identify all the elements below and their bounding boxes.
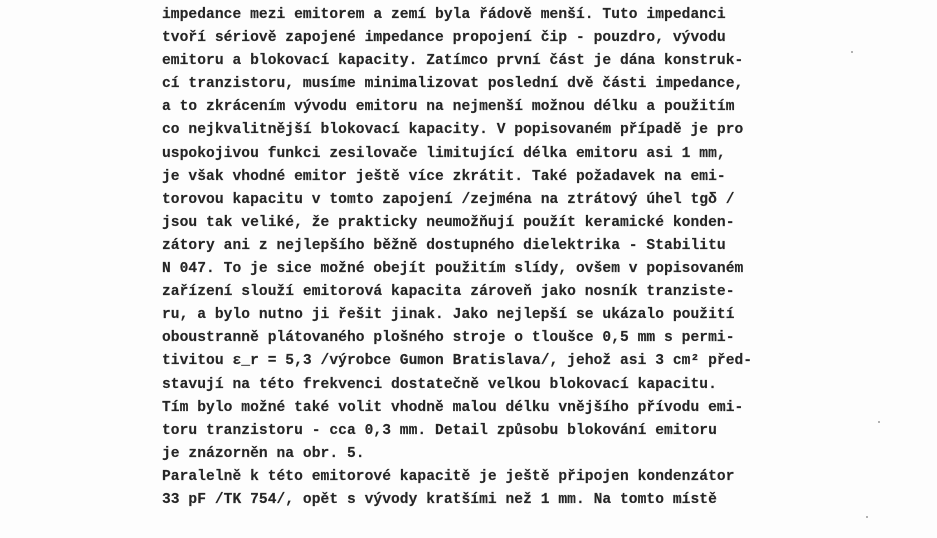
scan-speck [851, 51, 853, 53]
text-line: je znázorněn na obr. 5. [162, 445, 365, 462]
scan-speck [878, 421, 880, 423]
text-line: oboustranně plátovaného plošného stroje o tloušce 0,5 mm s permi- [162, 330, 735, 347]
text-line: torovou kapacitu v tomto zapojení /zejména na ztrátový úhel tgδ / [162, 191, 735, 208]
text-line: impedance mezi emitorem a zemí byla řádově menší. Tuto impedanci [162, 7, 726, 23]
text-line: zátory ani z nejlepšího běžně dostupného dielektrika - Stabilitu [162, 237, 726, 254]
text-line: uspokojivou funkci zesilovače limitující délka emitoru asi 1 mm, [162, 145, 726, 162]
text-line: a to zkrácením vývodu emitoru na nejmenší možnou délku a použitím [162, 99, 735, 116]
text-line: N 047. To je sice možné obejít použitím slídy, ovšem v popisovaném [162, 261, 744, 278]
text-line: ru, a bylo nutno ji řešit jinak. Jako nejlepší se ukázalo použití [162, 307, 735, 324]
text-line: stavují na této frekvenci dostatečně velkou blokovací kapacitu. [162, 376, 717, 393]
text-line: jsou tak veliké, že prakticky neumožňují použít keramické konden- [162, 214, 735, 231]
text-line: tvoří sériově zapojené impedance propojení čip - pouzdro, vývodu [162, 30, 726, 47]
text-line: je však vhodné emitor ještě více zkrátit. Také požadavek na emi- [162, 168, 726, 185]
text-line: emitoru a blokovací kapacity. Zatímco první část je dána konstruk- [162, 53, 744, 70]
body-text [162, 4, 822, 512]
text-line: cí tranzistoru, musíme minimalizovat poslední dvě části impedance, [162, 76, 744, 93]
text-line: Tím bylo možné také volit vhodně malou délku vnějšího přívodu emi- [162, 399, 744, 416]
text-line: zařízení slouží emitorová kapacita zároveň jako nosník tranziste- [162, 284, 735, 301]
scan-speck [866, 516, 868, 518]
text-line: tivitou ε_r = 5,3 /výrobce Gumon Bratislava/, jehož asi 3 cm² před- [162, 353, 753, 370]
text-line: 33 pF /TK 754/, opět s vývody kratšími než 1 mm. Na tomto místě [162, 491, 717, 508]
text-line: Paralelně k této emitorové kapacitě je ještě připojen kondenzátor [162, 468, 735, 485]
text-line: co nejkvalitnější blokovací kapacity. V popisovaném případě je pro [162, 122, 744, 139]
text-line: toru tranzistoru - cca 0,3 mm. Detail způsobu blokování emitoru [162, 422, 717, 439]
